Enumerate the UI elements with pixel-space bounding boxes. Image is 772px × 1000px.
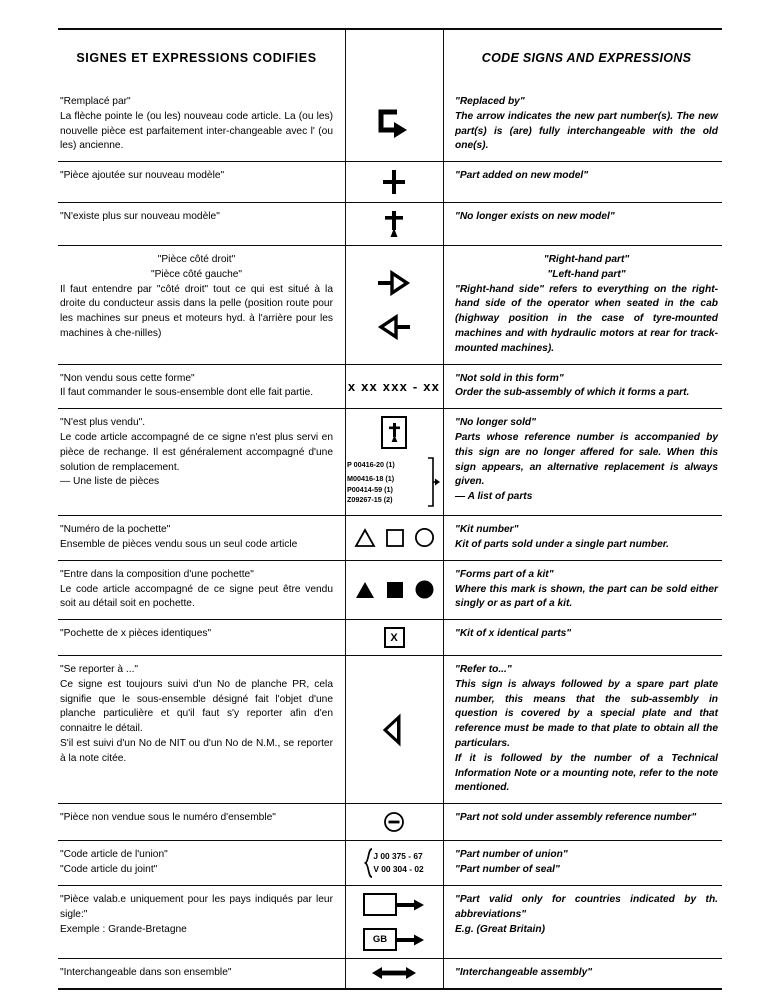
cell-symbol	[345, 620, 443, 655]
refer-to-triangle-icon	[382, 714, 406, 746]
table-row	[58, 886, 722, 959]
table-header-row	[58, 30, 722, 88]
cell-french	[58, 516, 345, 560]
cell-symbol	[345, 162, 443, 202]
code-signs-table	[58, 28, 722, 990]
outline-circle-icon	[414, 527, 435, 548]
term-english: "Not sold in this form"	[455, 372, 564, 384]
part-number-list	[373, 850, 423, 876]
boxed-x-icon: X	[384, 627, 405, 648]
description-french: Ce signe est toujours suivi d'un No de planche PR, cela signifie que le sous-ensemble désigné fait l'objet d'une planche particulière et qu'il faut s'y reporter afin d'en connaitre le détail.	[60, 678, 333, 735]
cell-english	[443, 203, 722, 245]
curly-brace-icon	[364, 848, 373, 878]
replaced-by-arrow-icon	[373, 108, 415, 142]
part-number: P00414-59 (1)	[347, 484, 393, 494]
cell-french	[58, 203, 345, 245]
part-number: Z09267-15 (2)	[347, 495, 393, 505]
cell-symbol	[345, 246, 443, 363]
cell-symbol	[345, 409, 443, 515]
part-number: M00416-18 (1)	[347, 473, 395, 483]
cell-symbol	[345, 804, 443, 840]
header-cell-english	[443, 30, 722, 88]
cell-french	[58, 886, 345, 958]
term-french: "Numéro de la pochette"	[60, 524, 171, 536]
term-english: "Part number of union"	[455, 849, 568, 861]
cell-english	[443, 561, 722, 619]
cell-french	[58, 656, 345, 803]
term-french: "Interchangeable dans son ensemble"	[60, 967, 232, 979]
term-french: "Pièce non vendue sous le numéro d'ensemble"	[60, 812, 276, 824]
header-cell-symbol	[345, 30, 443, 88]
term-french: "Code article de l'union"	[60, 849, 168, 861]
cell-symbol	[345, 203, 443, 245]
cell-english	[443, 841, 722, 885]
cell-symbol	[345, 561, 443, 619]
description-french-secondary: — Une liste de pièces	[60, 476, 160, 488]
term-french: "Entre dans la composition d'une pochette"	[60, 568, 254, 580]
brace-part-numbers-icon	[364, 848, 423, 878]
term-english: "Interchangeable assembly"	[455, 967, 593, 979]
term-french: "Pièce ajoutée sur nouveau modèle"	[60, 170, 225, 182]
description-french: Le code article accompagné de ce signe peut être vendu soit au détail soit en pochette.	[60, 583, 333, 610]
term-french: "Non vendu sous cette forme"	[60, 372, 195, 384]
table-row	[58, 656, 722, 804]
table-row	[58, 365, 722, 410]
term-french: "N'existe plus sur nouveau modèle"	[60, 211, 220, 223]
description-english: The arrow indicates the new part number(s). The new part(s) is (are) fully interchangeable with the old one(s).	[455, 110, 718, 152]
description-french: Il faut entendre par "côté droit" tout ce qui est situé à la droite du conducteur assis dans la pelle (position route pour les machines sur pneus et moteurs hyd. à l'arrière pour les machines à che-nilles)	[60, 283, 333, 340]
description-french-secondary: S'il est suivi d'un No de NIT ou d'un No de N.M., se reporter à la note citée.	[60, 737, 333, 764]
cell-english	[443, 162, 722, 202]
description-english: Order the sub-assembly of which it forms a part.	[455, 387, 690, 399]
term-english: "No longer sold"	[455, 417, 536, 429]
term-english: "Part added on new model"	[455, 170, 589, 182]
outline-shapes-icon	[354, 527, 435, 548]
filled-triangle-icon	[354, 580, 376, 600]
cell-symbol	[345, 365, 443, 409]
description-french: Le code article accompagné de ce signe n'est plus servi en pièce de rechange. Il est généralement accompagné d'une solution de remplacement.	[60, 431, 333, 473]
cell-symbol	[345, 516, 443, 560]
term-french-secondary: "Code article du joint"	[60, 863, 158, 875]
cell-symbol	[345, 88, 443, 161]
filled-shapes-icon	[354, 579, 435, 600]
table-row	[58, 88, 722, 162]
table-row	[58, 561, 722, 620]
cell-french	[58, 246, 345, 363]
header-title-english: CODE SIGNS AND EXPRESSIONS	[481, 51, 692, 65]
country-code-box-arrow-icon	[363, 928, 425, 951]
part-number: V 00 304 - 02	[373, 864, 424, 875]
term-english-secondary: "Part number of seal"	[455, 863, 560, 875]
double-arrow-icon	[371, 966, 417, 980]
cell-english	[443, 365, 722, 409]
table-row	[58, 620, 722, 656]
term-french-secondary: "Pièce côté gauche"	[150, 268, 243, 280]
description-english: Parts whose reference number is accompanied by this sign are no longer affered for sale. When this sign appears, an alternative replacement is always given.	[455, 431, 718, 488]
term-french: "Pièce valab.e uniquement pour les pays indiqués par leur sigle:"	[60, 894, 333, 920]
cell-symbol	[345, 656, 443, 803]
cell-french	[58, 88, 345, 161]
term-english: "Part not sold under assembly reference number"	[455, 812, 697, 824]
term-english-secondary: "Left-hand part"	[547, 268, 626, 280]
cell-english	[443, 88, 722, 161]
dagger-cross-icon	[383, 210, 405, 238]
table-row	[58, 203, 722, 246]
cell-english	[443, 886, 722, 958]
description-english-secondary: If it is followed by the number of a Technical Information Note or a mounting note, refer to the note mentioned.	[455, 752, 718, 794]
cell-english	[443, 656, 722, 803]
empty-country-box-icon	[363, 893, 397, 916]
term-english: "No longer exists on new model"	[455, 211, 615, 223]
cell-french	[58, 841, 345, 885]
cell-symbol	[345, 841, 443, 885]
right-arrow-icon	[397, 933, 425, 947]
table-row	[58, 246, 722, 364]
description-english: Kit of parts sold under a single part number.	[455, 538, 669, 550]
description-french: Il faut commander le sous-ensemble dont elle fait partie.	[60, 387, 314, 399]
country-box-arrow-icon	[363, 893, 425, 916]
term-english: "Kit of x identical parts"	[455, 628, 572, 640]
header-title-french: SIGNES ET EXPRESSIONS CODIFIES	[76, 51, 317, 65]
part-number-list	[347, 461, 427, 504]
description-french: Exemple : Grande-Bretagne	[60, 923, 187, 935]
term-english: "Kit number"	[455, 524, 519, 536]
cell-english	[443, 959, 722, 988]
description-english-secondary: — A list of parts	[455, 491, 533, 503]
filled-square-icon	[385, 580, 405, 600]
description-english: E.g. (Great Britain)	[455, 923, 546, 935]
part-number-example-block	[347, 456, 441, 508]
cell-english	[443, 246, 722, 363]
description-english: Where this mark is shown, the part can be sold either singly or as part of a kit.	[455, 583, 718, 610]
right-arrow-icon	[397, 898, 425, 912]
header-cell-french	[58, 30, 345, 88]
part-number: J 00 375 - 67	[373, 851, 423, 862]
cell-english	[443, 409, 722, 515]
description-french: Ensemble de pièces vendu sous un seul code article	[60, 538, 298, 550]
term-english: "Forms part of a kit"	[455, 568, 554, 580]
cell-french	[58, 409, 345, 515]
boxed-dagger-icon	[381, 416, 407, 449]
table-row	[58, 162, 722, 203]
description-english: "Right-hand side" refers to everything on the right-hand side of the operator when seated in the cab (highway position in the case of tyre-mounted machines and with hydraulic motors at rear for track-mounted machines).	[455, 283, 718, 354]
masked-number-icon: x xx xxx - xx	[347, 378, 441, 394]
right-hand-arrow-icon	[377, 271, 411, 295]
term-english: "Right-hand part"	[543, 254, 630, 266]
plus-cross-icon	[381, 169, 407, 195]
country-code-box: GB	[363, 928, 397, 951]
description-english: This sign is always followed by a spare part plate number, this means that the sub-assembly in question is covered by a special plate and that reference must be made to that plate to obtain all the particulars.	[455, 678, 718, 749]
no-longer-sold-icon	[347, 416, 441, 508]
table-row	[58, 516, 722, 561]
cell-french	[58, 959, 345, 988]
table-row	[58, 804, 722, 841]
table-row	[58, 409, 722, 516]
outline-square-icon	[385, 528, 405, 548]
table-row	[58, 959, 722, 988]
cell-symbol	[345, 886, 443, 958]
cell-french	[58, 804, 345, 840]
term-english: "Replaced by"	[455, 96, 525, 107]
term-french: "N'est plus vendu".	[60, 417, 146, 429]
filled-circle-icon	[414, 579, 435, 600]
cell-english	[443, 516, 722, 560]
term-english: "Refer to..."	[455, 664, 512, 676]
cell-symbol	[345, 959, 443, 988]
part-number: P 00416-20 (1)	[347, 459, 395, 469]
term-french: "Pochette de x pièces identiques"	[60, 628, 212, 640]
term-french: "Remplacé par"	[60, 96, 131, 107]
cell-french	[58, 365, 345, 409]
description-french: La flèche pointe le (ou les) nouveau code article. La (ou les) nouvelle pièce est parfaitement inter-changeable avec l' (ou les) ancienne.	[60, 110, 333, 152]
outline-triangle-icon	[354, 528, 376, 548]
cell-french	[58, 620, 345, 655]
cell-english	[443, 620, 722, 655]
term-english: "Part valid only for countries indicated by th. abbreviations"	[455, 894, 718, 920]
table-row	[58, 841, 722, 886]
cell-french	[58, 162, 345, 202]
left-hand-arrow-icon	[377, 315, 411, 339]
circle-dash-icon	[383, 811, 405, 833]
cell-french	[58, 561, 345, 619]
term-french: "Pièce côté droit"	[157, 254, 236, 266]
cell-english	[443, 804, 722, 840]
term-french: "Se reporter à ..."	[60, 664, 139, 676]
bracket-arrow-icon	[427, 456, 441, 508]
